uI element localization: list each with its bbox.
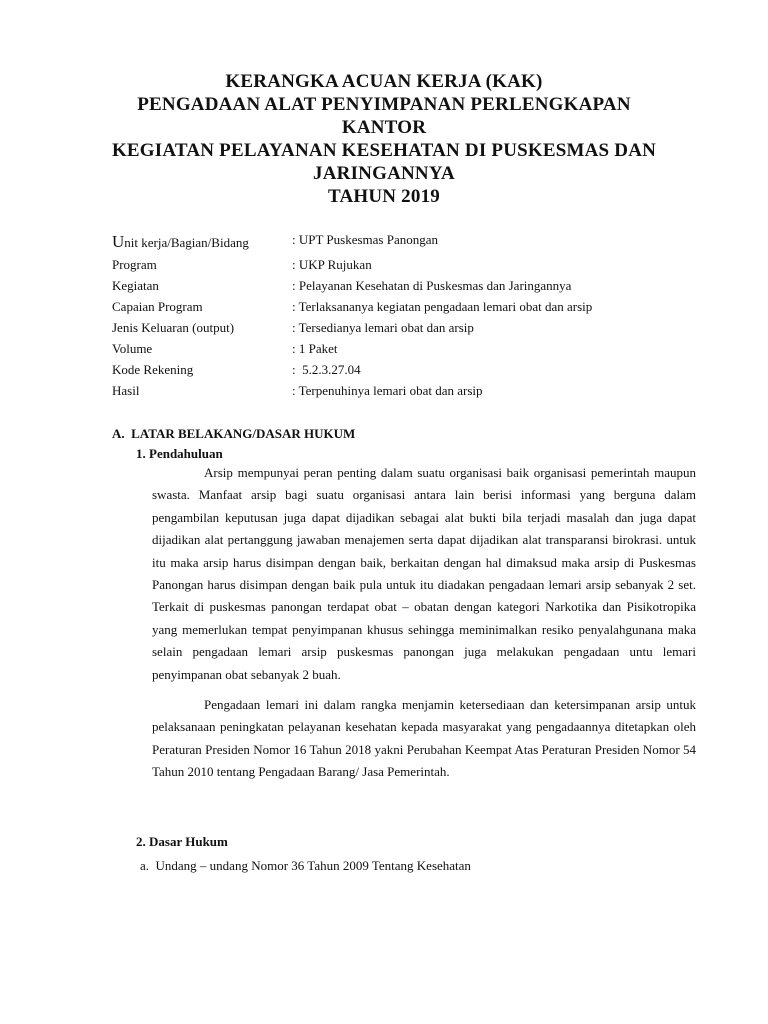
info-row-unit: [112, 228, 712, 257]
info-label: Jenis Keluaran (output): [112, 320, 235, 335]
info-row-kode-rekening: [112, 362, 712, 383]
section-heading: A. LATAR BELAKANG/DASAR HUKUM: [112, 426, 356, 441]
info-table: [112, 228, 712, 404]
paragraph-pendahuluan-2: Pengadaan lemari ini dalam rangka menjamin ketersediaan dan ketersimpanan arsip untuk pelaksanaan peningkatan pelayanan kesehatan kepada masyarakat yang pengadaannya ditetapkan oleh Peraturan Presiden Nomor 16 Tahun 2018 yakni Perubahan Keempat Atas Peraturan Presiden Nomor 54 Tahun 2010 tentang Pengadaan Barang/ Jasa Pemerintah.: [152, 697, 696, 780]
info-value: : Terpenuhinya lemari obat dan arsip: [292, 383, 483, 398]
info-value: : Tersedianya lemari obat dan arsip: [292, 320, 474, 335]
info-row-program: [112, 257, 712, 278]
paragraph-pendahuluan-1: Arsip mempunyai peran penting dalam suatu organisasi baik organisasi pemerintah maupun swasta. Manfaat arsip bagi suatu organisasi antara lain berisi informasi yang berguna dalam pengambilan keputusan juga dapat dijadikan sebagai alat bukti bila terjadi masalah dan juga dapat dijadikan alat pertanggung jawaban menajemen serta dapat dijadikan alat transparansi birokrasi. untuk itu maka arsip harus disimpan dengan baik, berkaitan dengan hal dimaksud maka arsip di Puskesmas Panongan harus disimpan dengan baik pula untuk itu diadakan pengadaan lemari arsip sebanyak 2 set. Terkait di puskesmas panongan terdapat obat – obatan dengan kategori Narkotika dan Pisikotropika yang memerlukan tempat penyimpanan khusus sehingga meminimalkan resiko penyalahgunana maka selain pengadaan lemari arsip puskesmas panongan juga melakukan pengadaan untu lemari penyimpanan obat sebanyak 2 buah.: [152, 465, 696, 682]
info-value: : UKP Rujukan: [292, 257, 372, 272]
document-title: [0, 70, 768, 208]
info-value: : Terlaksananya kegiatan pengadaan lemari obat dan arsip: [292, 299, 593, 314]
info-label: Kode Rekening: [112, 362, 194, 377]
info-label: Capaian Program: [112, 299, 203, 314]
info-label: Hasil: [112, 383, 140, 398]
info-row-kegiatan: [112, 278, 712, 299]
title-line-3: KANTOR: [341, 117, 427, 138]
title-line-6: TAHUN 2019: [328, 186, 440, 207]
title-line-1: KERANGKA ACUAN KERJA (KAK): [225, 71, 543, 92]
info-row-capaian: [112, 299, 712, 320]
info-row-hasil: [112, 383, 712, 404]
info-value: : 1 Paket: [292, 341, 338, 356]
info-label: Kegiatan: [112, 278, 159, 293]
info-value: : UPT Puskesmas Panongan: [292, 232, 439, 247]
info-row-keluaran: [112, 320, 712, 341]
subsection-heading-dasar-hukum: 2. Dasar Hukum: [136, 834, 228, 849]
info-label: Volume: [112, 341, 153, 356]
info-label: Unit kerja/Bagian/Bidang: [112, 232, 249, 251]
title-line-5: JARINGANNYA: [313, 163, 455, 184]
info-row-volume: [112, 341, 712, 362]
info-value: : Pelayanan Kesehatan di Puskesmas dan Jaringannya: [292, 278, 572, 293]
title-line-4: KEGIATAN PELAYANAN KESEHATAN DI PUSKESMAS DAN: [111, 140, 657, 161]
title-line-2: PENGADAAN ALAT PENYIMPANAN PERLENGKAPAN: [137, 94, 631, 115]
info-value: : 5.2.3.27.04: [292, 362, 361, 377]
list-item-dasar-hukum-a: a. Undang – undang Nomor 36 Tahun 2009 Tentang Kesehatan: [140, 858, 471, 873]
subsection-heading-pendahuluan: 1. Pendahuluan: [136, 446, 223, 461]
info-label: Program: [112, 257, 157, 272]
